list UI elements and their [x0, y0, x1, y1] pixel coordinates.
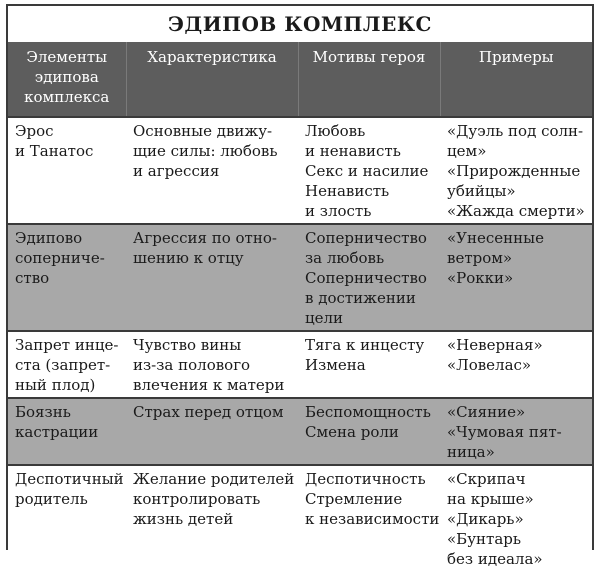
cell-characteristic	[126, 465, 298, 571]
cell-text-line: жизнь детей	[133, 510, 234, 528]
cell-text-line: щие силы: любовь	[133, 142, 278, 160]
table-row	[8, 224, 592, 331]
cell-text-line: Смена роли	[305, 423, 399, 441]
cell-text-line: и Танатос	[15, 142, 94, 160]
header-row	[8, 42, 592, 117]
cell-text-line: ный плод)	[15, 376, 96, 394]
table-row	[8, 398, 592, 465]
cell-text-line: контролировать	[133, 490, 261, 508]
cell-text-line: Запрет инце-	[15, 336, 119, 354]
cell-text-line: кастрации	[15, 423, 99, 441]
cell-text-line: ста (запрет-	[15, 356, 111, 374]
cell-examples	[440, 224, 592, 331]
header-characteristic	[126, 42, 298, 117]
cell-element	[8, 398, 126, 465]
table-row	[8, 465, 592, 571]
cell-examples	[440, 465, 592, 571]
cell-text-line: Соперничество	[305, 229, 427, 247]
cell-text-line: «Чумовая пят-	[447, 423, 562, 441]
cell-text-line: из-за полового	[133, 356, 251, 374]
cell-text-line: Эдипово	[15, 229, 83, 247]
cell-text-line: «Жажда смерти»	[447, 202, 585, 220]
table-row	[8, 117, 592, 224]
cell-text-line: Секс и насилие	[305, 162, 429, 180]
cell-text-line: Ненависть	[305, 182, 390, 200]
cell-element	[8, 331, 126, 398]
table-row	[8, 331, 592, 398]
cell-examples	[440, 398, 592, 465]
cell-text-line: «Бунтарь	[447, 530, 522, 548]
cell-motives	[298, 465, 440, 571]
cell-text-line: к независимости	[305, 510, 440, 528]
cell-motives	[298, 224, 440, 331]
cell-text-line: и злость	[305, 202, 372, 220]
cell-text-line: Измена	[305, 356, 366, 374]
cell-text-line: в достижении	[305, 289, 416, 307]
header-text-line: Мотивы героя	[312, 48, 426, 66]
cell-text-line: Чувство вины	[133, 336, 242, 354]
cell-characteristic	[126, 117, 298, 224]
cell-element	[8, 117, 126, 224]
cell-text-line: Беспомощность	[305, 403, 431, 421]
cell-text-line: шению к отцу	[133, 249, 244, 267]
table-title: ЭДИПОВ КОМПЛЕКС	[8, 6, 592, 42]
cell-text-line: родитель	[15, 490, 88, 508]
cell-text-line: Страх перед отцом	[133, 403, 284, 421]
cell-text-line: Боязнь	[15, 403, 71, 421]
oedipus-complex-table	[8, 42, 592, 571]
cell-characteristic	[126, 398, 298, 465]
cell-element	[8, 465, 126, 571]
cell-text-line: Основные движу-	[133, 122, 273, 140]
cell-text-line: цели	[305, 309, 344, 327]
header-examples	[440, 42, 592, 117]
cell-text-line: на крыше»	[447, 490, 534, 508]
cell-text-line: ница»	[447, 443, 495, 461]
cell-text-line: ветром»	[447, 249, 513, 267]
header-text-line: Элементы	[26, 48, 108, 66]
cell-text-line: без идеала»	[447, 550, 543, 568]
cell-text-line: и ненависть	[305, 142, 401, 160]
cell-text-line: Любовь	[305, 122, 366, 140]
cell-text-line: «Унесенные	[447, 229, 544, 247]
header-elements	[8, 42, 126, 117]
cell-text-line: Деспотичность	[305, 470, 426, 488]
cell-text-line: Агрессия по отно-	[133, 229, 277, 247]
cell-text-line: Стремление	[305, 490, 403, 508]
cell-motives	[298, 331, 440, 398]
cell-text-line: Тяга к инцесту	[305, 336, 425, 354]
header-hero-motives	[298, 42, 440, 117]
cell-text-line: влечения к матери	[133, 376, 285, 394]
cell-text-line: «Дикарь»	[447, 510, 524, 528]
cell-text-line: цем»	[447, 142, 487, 160]
cell-text-line: Желание родителей	[133, 470, 295, 488]
cell-motives	[298, 398, 440, 465]
header-text-line: Характеристика	[147, 48, 277, 66]
cell-element	[8, 224, 126, 331]
header-text-line: эдипова	[34, 68, 99, 86]
cell-text-line: убийцы»	[447, 182, 516, 200]
cell-motives	[298, 117, 440, 224]
table-body	[8, 117, 592, 571]
cell-text-line: «Прирожденные	[447, 162, 581, 180]
cell-text-line: соперниче-	[15, 249, 105, 267]
cell-text-line: Соперничество	[305, 269, 427, 287]
cell-text-line: «Сияние»	[447, 403, 526, 421]
cell-text-line: «Дуэль под солн-	[447, 122, 584, 140]
cell-text-line: за любовь	[305, 249, 385, 267]
cell-text-line: «Скрипач	[447, 470, 526, 488]
oedipus-complex-table-frame	[6, 4, 594, 568]
cell-characteristic	[126, 224, 298, 331]
header-text-line: Примеры	[478, 48, 554, 66]
cell-text-line: «Ловелас»	[447, 356, 532, 374]
cell-characteristic	[126, 331, 298, 398]
cell-text-line: и агрессия	[133, 162, 220, 180]
cell-text-line: «Рокки»	[447, 269, 514, 287]
cell-examples	[440, 331, 592, 398]
cell-examples	[440, 117, 592, 224]
header-text-line: комплекса	[24, 88, 110, 106]
cell-text-line: Деспотичный	[15, 470, 124, 488]
cell-text-line: Эрос	[15, 122, 54, 140]
cell-text-line: «Неверная»	[447, 336, 543, 354]
cell-text-line: ство	[15, 269, 50, 287]
